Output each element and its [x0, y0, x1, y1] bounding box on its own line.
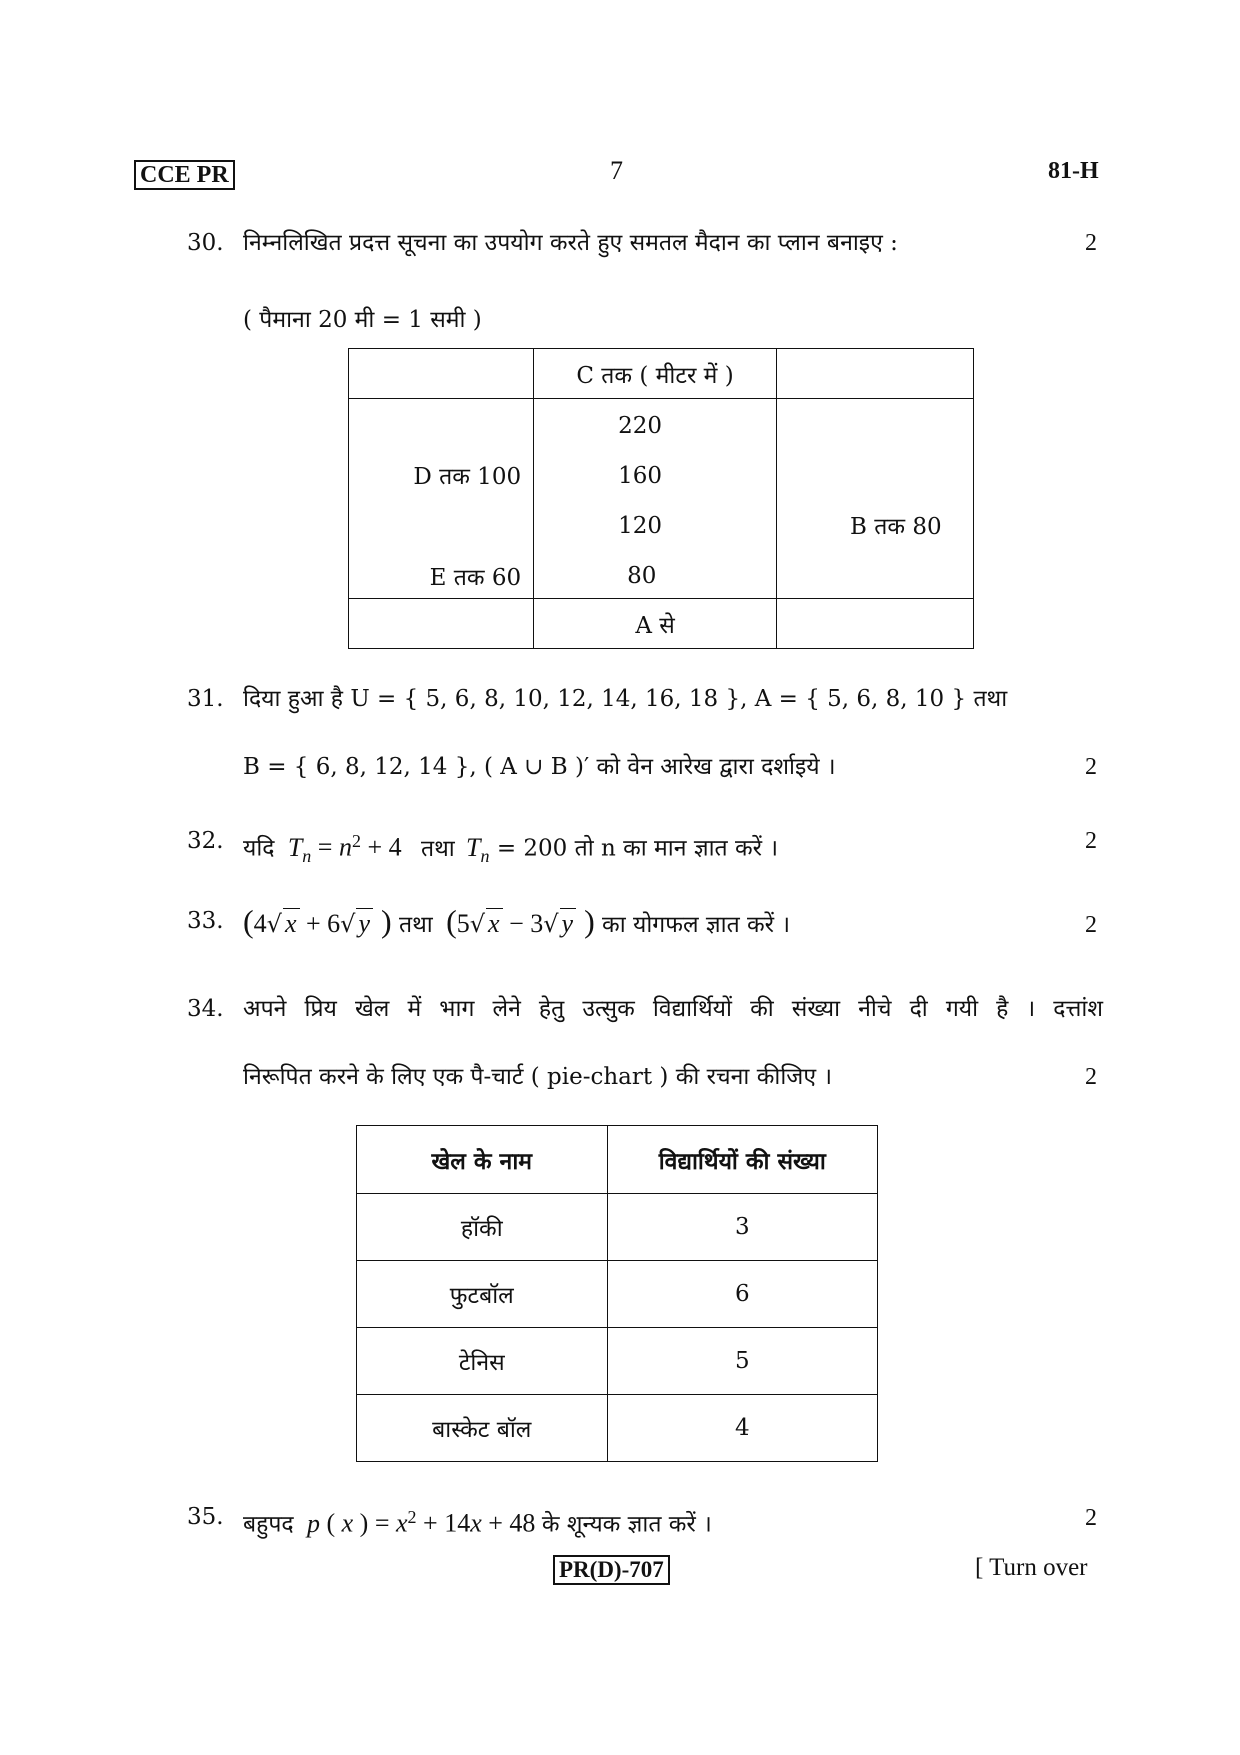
q32-marks: 2: [1085, 828, 1097, 854]
table-row: [357, 1328, 878, 1395]
q35-line: बहुपद p ( x ) = $x^2 + 14x + 48$ के शून्यक ज्ञात करें ।: [243, 1507, 712, 1538]
plan-left-entry: E तक 60: [429, 565, 522, 591]
q31-number: 31.: [187, 686, 224, 712]
q34-line2: निरूपित करने के लिए एक पै-चार्ट ( pie-chart ) की रचना कीजिए ।: [243, 1064, 833, 1090]
q31-line1: दिया हुआ है U = { 5, 6, 8, 10, 12, 14, 16, 18 }, A = { 5, 6, 8, 10 } तथा: [243, 686, 1008, 712]
table-row: [357, 1395, 878, 1462]
q35-number: 35.: [187, 1504, 224, 1530]
plan-left-entry: D तक 100: [413, 464, 522, 490]
plan-middle-value: 80: [627, 563, 657, 589]
plan-left-col: [349, 399, 534, 599]
sport-name: टेनिस: [357, 1328, 608, 1395]
q31-line2: B = { 6, 8, 12, 14 }, ( A ∪ B )′ को वेन आरेख द्वारा दर्शाइये ।: [243, 754, 836, 780]
q32-number: 32.: [187, 828, 224, 854]
q32-line: यदि $T_n = n^2 + 4$ तथा $T_n = 200$ तो n का मान ज्ञात करें ।: [243, 831, 779, 866]
q35-prefix: बहुपद: [243, 1511, 294, 1538]
page-number: 7: [610, 156, 623, 185]
sport-count: 5: [607, 1328, 877, 1395]
q33-marks: 2: [1085, 912, 1097, 938]
q31-marks: 2: [1085, 754, 1097, 780]
plan-middle-value: 120: [618, 513, 662, 539]
sport-count: 3: [607, 1194, 877, 1261]
q30-text: निम्नलिखित प्रदत्त सूचना का उपयोग करते हुए समतल मैदान का प्लान बनाइए :: [243, 230, 898, 256]
sport-count: 6: [607, 1261, 877, 1328]
table-row: [357, 1194, 878, 1261]
footer-code: PR(D)-707: [553, 1555, 670, 1585]
q30-number: 30.: [187, 230, 224, 256]
plan-table: [348, 348, 974, 649]
sport-name: बास्केट बॉल: [357, 1395, 608, 1462]
sports-col-count-header: विद्यार्थियों की संख्या: [607, 1126, 877, 1194]
table-row: [357, 1261, 878, 1328]
q34-number: 34.: [187, 996, 224, 1022]
q35-marks: 2: [1085, 1505, 1097, 1531]
sport-name: फुटबॉल: [357, 1261, 608, 1328]
q33-line: (4√ x + 6√ y ) तथा (5√ x − 3√ y ) का योगफल ज्ञात करें ।: [243, 903, 791, 939]
q33-number: 33.: [187, 908, 224, 934]
plan-middle-col: [534, 399, 777, 599]
paper-code: 81-H: [1048, 158, 1099, 184]
plan-middle-value: 160: [618, 463, 662, 489]
q30-scale: ( पैमाना 20 मी = 1 समी ): [243, 307, 482, 333]
q32-prefix: यदि: [243, 835, 275, 862]
q33-mid: तथा: [398, 912, 433, 938]
sports-col-name-header: खेल के नाम: [357, 1126, 608, 1194]
sports-table: [356, 1125, 878, 1462]
q35-suffix: के शून्यक ज्ञात करें ।: [541, 1511, 712, 1538]
q32-suffix: = 200 तो n का मान ज्ञात करें ।: [496, 835, 779, 862]
plan-header: C तक ( मीटर में ): [534, 349, 777, 399]
sport-name: हॉकी: [357, 1194, 608, 1261]
plan-right-col: [777, 399, 974, 599]
q30-marks: 2: [1085, 230, 1097, 256]
q32-mid: तथा: [420, 835, 455, 862]
q34-line1: अपने प्रिय खेल में भाग लेने हेतु उत्सुक विद्यार्थियों की संख्या नीचे दी गयी है । दत्तांश: [243, 996, 1103, 1022]
plan-right-entry: B तक 80: [850, 514, 942, 540]
plan-footer: A से: [534, 599, 777, 649]
header-left-box: CCE PR: [134, 160, 235, 190]
q33-suffix: का योगफल ज्ञात करें ।: [602, 912, 791, 938]
turn-over: [ Turn over: [975, 1554, 1088, 1581]
sport-count: 4: [607, 1395, 877, 1462]
q34-marks: 2: [1085, 1064, 1097, 1090]
plan-middle-value: 220: [618, 413, 662, 439]
